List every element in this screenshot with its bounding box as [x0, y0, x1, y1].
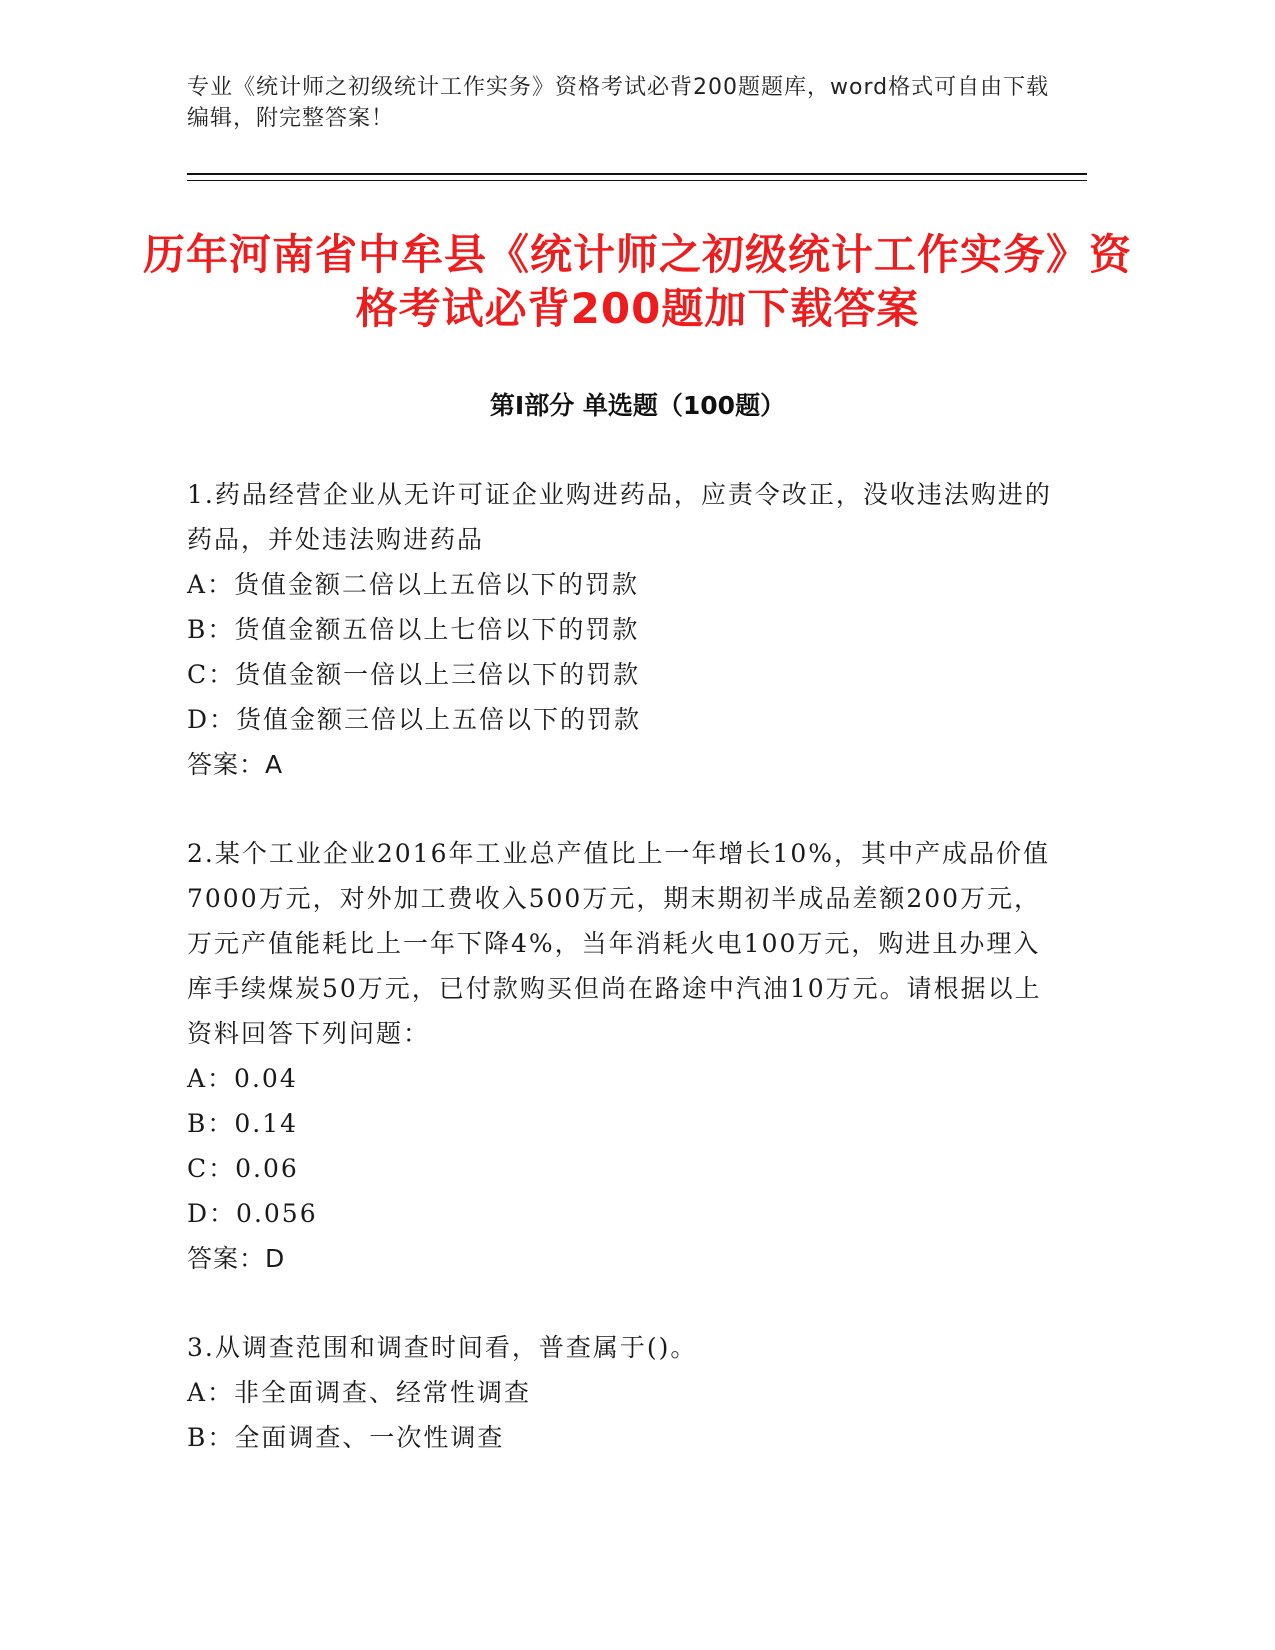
header-note: 专业《统计师之初级统计工作实务》资格考试必背200题题库，word格式可自由下载编辑，附完整答案！	[187, 75, 1050, 131]
question-1	[187, 472, 1067, 787]
header-rule-thin	[187, 180, 1087, 181]
question-list	[187, 472, 1067, 1504]
option-d: D：0.056	[187, 1199, 318, 1228]
question-stem: 1.药品经营企业从无许可证企业购进药品，应责令改正，没收违法购进的药品，并处违法购进药品	[187, 480, 1052, 554]
option-a: A：货值金额二倍以上五倍以下的罚款	[187, 570, 640, 599]
option-a: A：非全面调查、经常性调查	[187, 1378, 532, 1407]
document-title: 历年河南省中牟县《统计师之初级统计工作实务》资格考试必背200题加下载答案	[142, 230, 1132, 333]
header-rule-thick	[187, 173, 1087, 175]
option-a: A：0.04	[187, 1064, 298, 1093]
option-b: B：0.14	[187, 1109, 299, 1138]
question-stem: 3.从调查范围和调查时间看，普查属于()。	[187, 1333, 698, 1362]
section-title: 第Ⅰ部分 单选题（100题）	[489, 391, 786, 420]
option-c: C：0.06	[187, 1154, 299, 1183]
question-2	[187, 831, 1067, 1281]
question-3	[187, 1325, 1067, 1460]
option-b: B：货值金额五倍以上七倍以下的罚款	[187, 615, 640, 644]
answer: 答案：D	[187, 1244, 286, 1273]
question-stem: 2.某个工业企业2016年工业总产值比上一年增长10%，其中产成品价值7000万元，对外加工费收入500万元，期末期初半成品差额200万元，万元产值能耗比上一年下降4%，当年消耗火电100万元，购进且办理入库手续煤炭50万元，已付款购买但尚在路途中汽油10万元。请根据以上资料回答下列问题：	[187, 839, 1051, 1048]
answer: 答案：A	[187, 750, 284, 779]
option-b: B：全面调查、一次性调查	[187, 1423, 505, 1452]
option-c: C：货值金额一倍以上三倍以下的罚款	[187, 660, 641, 689]
option-d: D：货值金额三倍以上五倍以下的罚款	[187, 705, 642, 734]
